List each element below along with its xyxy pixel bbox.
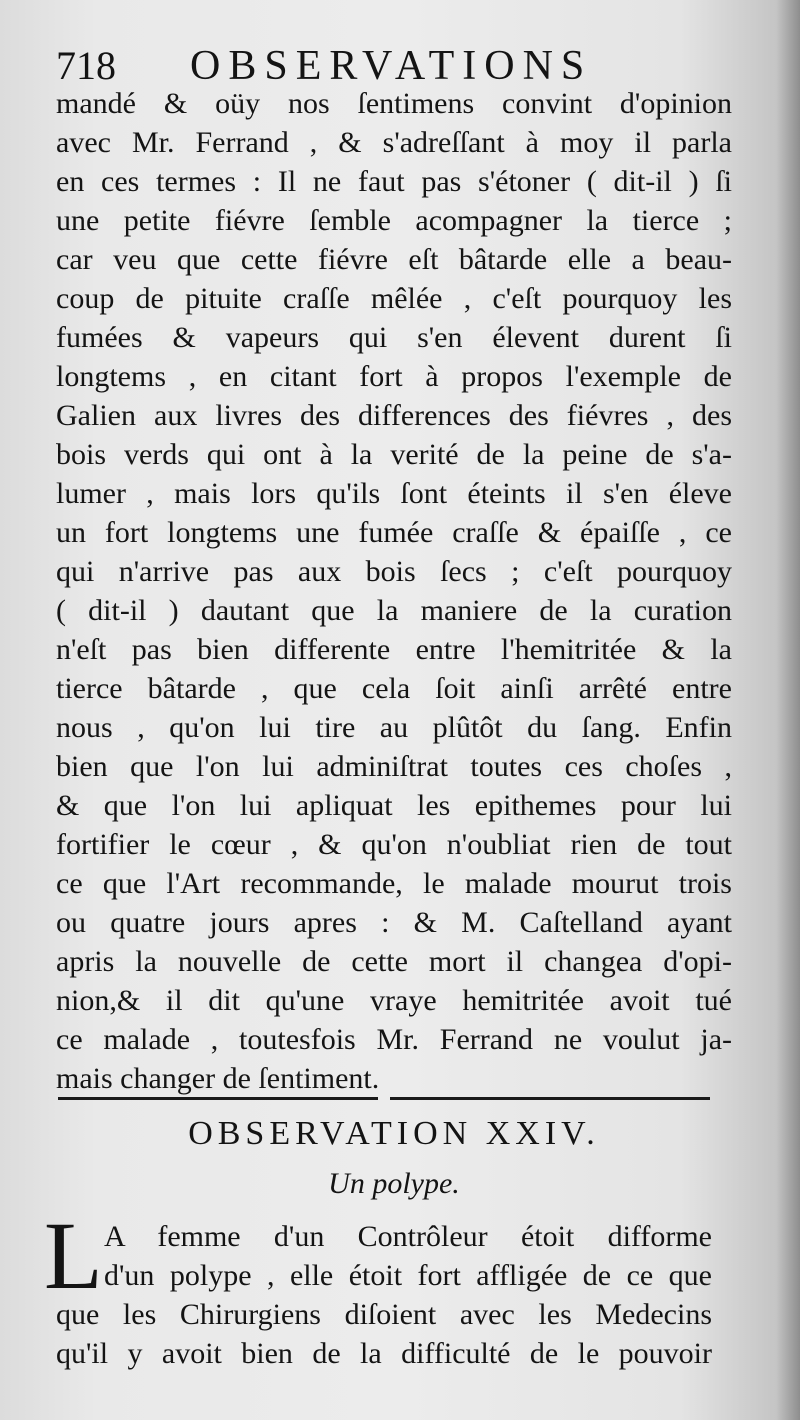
text-line: lumer , mais lors qu'ils ſont éteints il s'en éleve xyxy=(56,477,732,510)
text-line: une petite fiévre ſemble acompagner la tierce ; xyxy=(56,204,732,237)
text-line: bois verds qui ont à la verité de la peine de s'a- xyxy=(56,438,732,471)
text-line: & que l'on lui apliquat les epithemes pour lui xyxy=(56,789,732,822)
text-line-last: mais changer de ſentiment. xyxy=(56,1062,380,1095)
text-line: n'eſt pas bien differente entre l'hemitritée & la xyxy=(56,633,732,666)
text-line: ce que l'Art recommande, le malade mourut trois xyxy=(56,867,732,900)
text-line: bien que l'on lui adminiſtrat toutes ces choſes , xyxy=(56,750,732,783)
text-line: en ces termes : Il ne faut pas s'étoner ( dit-il ) ſi xyxy=(56,165,732,198)
running-head-title: OBSERVATIONS xyxy=(190,43,593,89)
text-line: mandé & oüy nos ſentimens convint d'opinion xyxy=(56,87,732,120)
text-line: Galien aux livres des differences des fiévres , des xyxy=(56,399,732,432)
text-line: ( dit-il ) dautant que la maniere de la curation xyxy=(56,594,732,627)
text-line: ce malade , toutesfois Mr. Ferrand ne voulut ja- xyxy=(56,1023,732,1056)
text-line: un fort longtems une fumée craſſe & épaiſſe , ce xyxy=(56,516,732,549)
page-number: 718 xyxy=(56,43,116,88)
text-line: tierce bâtarde , que cela ſoit ainſi arrêté entre xyxy=(56,672,732,705)
text-line: avec Mr. Ferrand , & s'adreſſant à moy il parla xyxy=(56,126,732,159)
text-line: fumées & vapeurs qui s'en élevent durent ſi xyxy=(56,321,732,354)
section-rule-left xyxy=(58,1097,378,1100)
text-line: qui n'arrive pas aux bois ſecs ; c'eſt pourquoy xyxy=(56,555,732,588)
text-line: d'un polype , elle étoit fort affligée de ce que xyxy=(104,1259,712,1292)
text-line: A femme d'un Contrôleur étoit difforme xyxy=(104,1220,712,1253)
page-edge-shadow xyxy=(776,0,800,1420)
text-line: que les Chirurgiens diſoient avec les Medecins xyxy=(56,1298,712,1331)
text-line: car veu que cette fiévre eſt bâtarde elle a beau- xyxy=(56,243,732,276)
text-line: coup de pituite craſſe mêlée , c'eſt pourquoy les xyxy=(56,282,732,315)
observation-subtitle: Un polype. xyxy=(328,1167,460,1200)
text-line: qu'il y avoit bien de la difficulté de le pouvoir xyxy=(56,1337,712,1370)
text-line: apris la nouvelle de cette mort il changea d'opi- xyxy=(56,945,732,978)
text-line: ou quatre jours apres : & M. Caſtelland ayant xyxy=(56,906,732,939)
section-rule-right xyxy=(390,1097,710,1100)
observation-title: OBSERVATION XXIV. xyxy=(188,1115,600,1152)
text-line: longtems , en citant fort à propos l'exemple de xyxy=(56,360,732,393)
text-line: fortifier le cœur , & qu'on n'oubliat rien de tout xyxy=(56,828,732,861)
text-line: nion,& il dit qu'une vraye hemitritée avoit tué xyxy=(56,984,732,1017)
drop-cap: L xyxy=(44,1202,103,1309)
text-line: nous , qu'on lui tire au plûtôt du ſang. Enfin xyxy=(56,711,732,744)
